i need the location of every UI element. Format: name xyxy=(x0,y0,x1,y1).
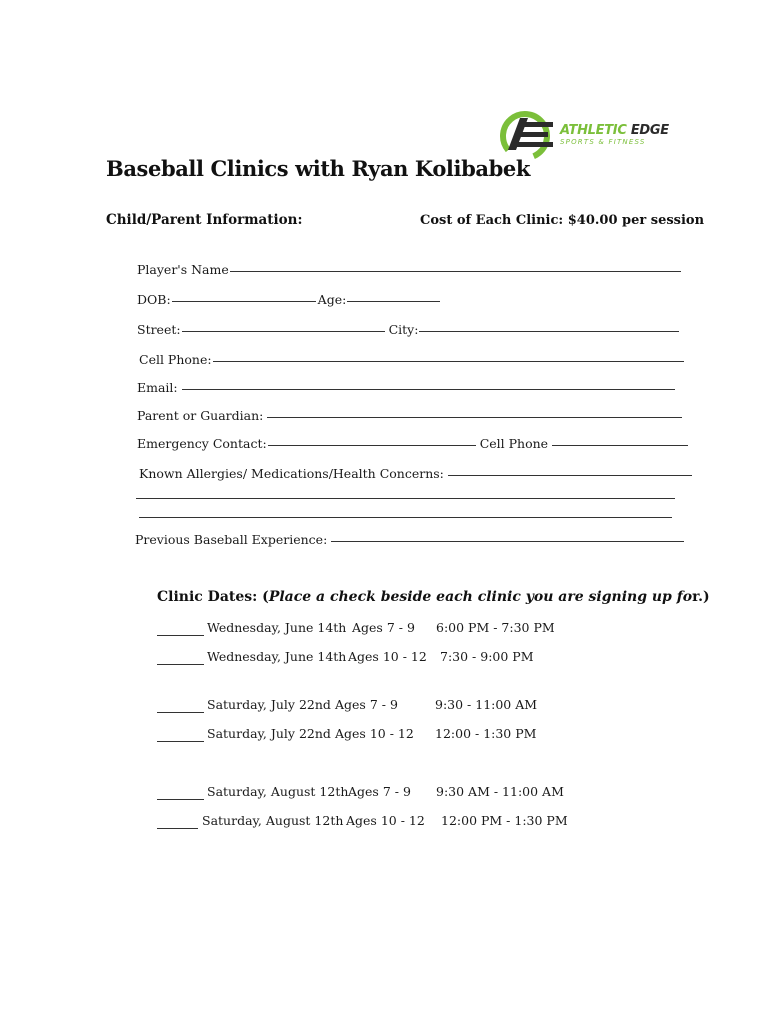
check-blank[interactable] xyxy=(157,663,204,665)
experience-line[interactable] xyxy=(331,540,684,542)
check-blank[interactable] xyxy=(157,827,198,829)
parent-line[interactable] xyxy=(267,416,682,418)
clinic-dates-heading: Clinic Dates: (Place a check beside each clinic you are signing up for.) xyxy=(157,589,710,605)
age-line[interactable] xyxy=(347,300,440,302)
clinic-row[interactable]: Saturday, August 12th Ages 7 - 9 9:30 AM - 11:00 AM xyxy=(0,784,770,804)
parent-guardian-field[interactable]: Parent or Guardian: xyxy=(137,408,682,423)
page-title: Baseball Clinics with Ryan Kolibabek xyxy=(106,156,530,181)
emergency-line[interactable] xyxy=(268,444,476,446)
allergies-line[interactable] xyxy=(448,474,692,476)
allergies-field[interactable]: Known Allergies/ Medications/Health Concerns: xyxy=(139,466,692,481)
emergency-cell-line[interactable] xyxy=(552,444,688,446)
allergies-line-2[interactable] xyxy=(136,497,675,499)
experience-field[interactable]: Previous Baseball Experience: xyxy=(135,532,684,547)
dob-line[interactable] xyxy=(172,300,316,302)
address-field[interactable]: Street: City: xyxy=(137,322,679,337)
allergies-line-3[interactable] xyxy=(139,516,672,518)
clinic-row[interactable]: Saturday, July 22nd Ages 10 - 12 12:00 - 1:30 PM xyxy=(0,726,770,746)
section-label: Child/Parent Information: xyxy=(106,212,303,228)
email-field[interactable]: Email: xyxy=(137,380,675,395)
check-blank[interactable] xyxy=(157,740,204,742)
player-name-line[interactable] xyxy=(230,270,681,272)
street-line[interactable] xyxy=(182,330,385,332)
cost-label: Cost of Each Clinic: $40.00 per session xyxy=(420,213,705,228)
dob-field[interactable]: DOB: Age: xyxy=(137,292,440,307)
check-blank[interactable] xyxy=(157,798,204,800)
cell-phone-line[interactable] xyxy=(213,360,684,362)
clinic-row[interactable]: Wednesday, June 14th Ages 7 - 9 6:00 PM - 7:30 PM xyxy=(0,620,770,640)
logo-tagline: SPORTS & FITNESS xyxy=(560,138,646,146)
cell-phone-field[interactable]: Cell Phone: xyxy=(139,352,684,367)
clinic-row[interactable]: Saturday, July 22nd Ages 7 - 9 9:30 - 11:00 AM xyxy=(0,697,770,717)
email-line[interactable] xyxy=(182,388,675,390)
clinic-row[interactable]: Wednesday, June 14th Ages 10 - 12 7:30 - 9:00 PM xyxy=(0,649,770,669)
check-blank[interactable] xyxy=(157,711,204,713)
emergency-contact-field[interactable]: Emergency Contact: Cell Phone xyxy=(137,436,688,451)
check-blank[interactable] xyxy=(157,634,204,636)
clinic-row[interactable]: Saturday, August 12th Ages 10 - 12 12:00 PM - 1:30 PM xyxy=(0,813,770,833)
logo-wordmark: ATHLETIC EDGE xyxy=(560,123,669,138)
city-line[interactable] xyxy=(419,330,679,332)
player-name-field[interactable]: Player's Name xyxy=(137,262,681,277)
